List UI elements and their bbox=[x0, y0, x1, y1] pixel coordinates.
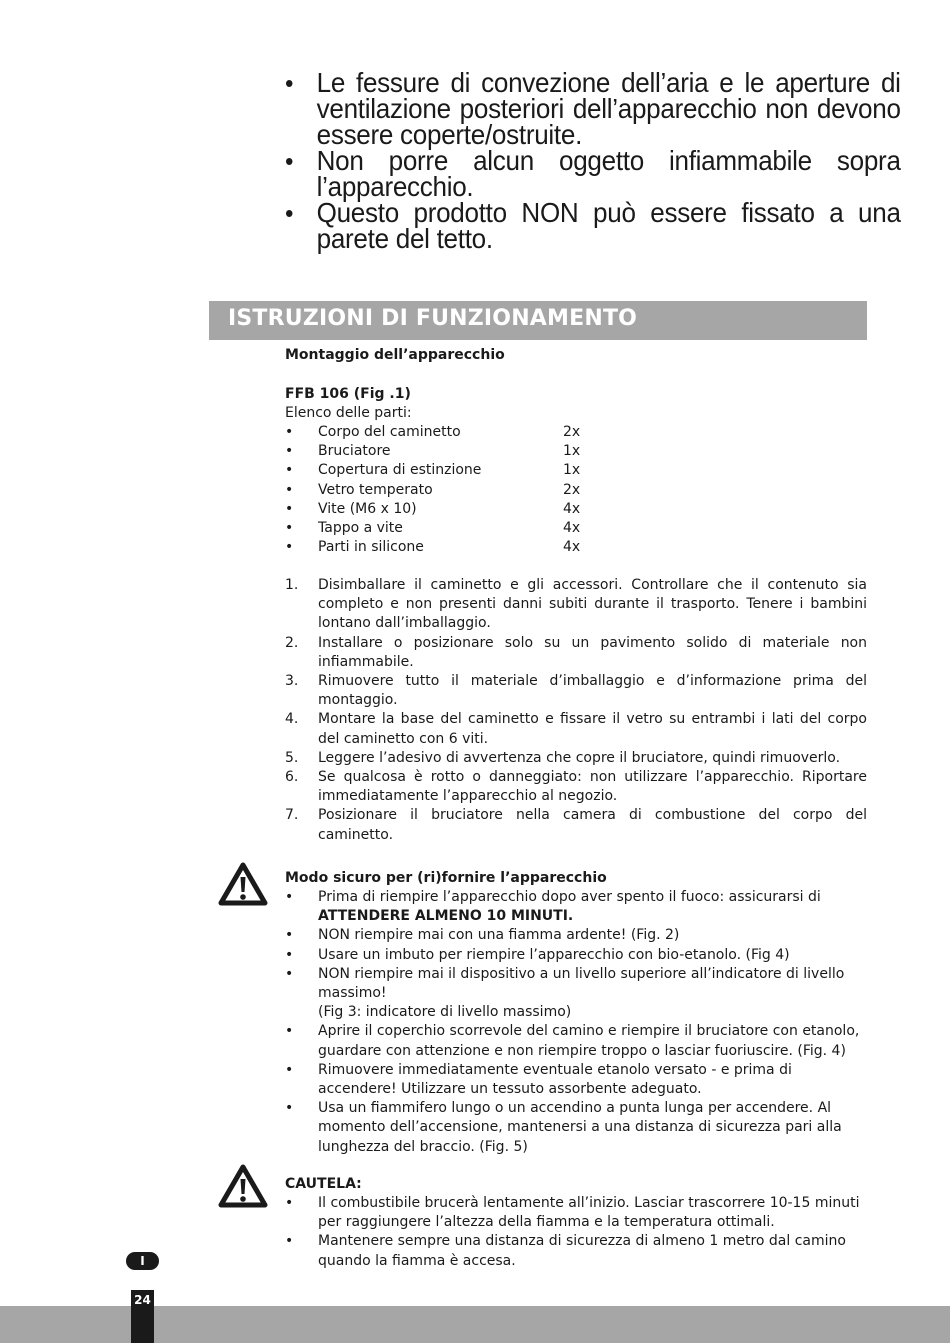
caution-item bbox=[285, 1232, 867, 1270]
refill-heading: Modo sicuro per (ri)fornire l’apparecchio bbox=[285, 870, 607, 886]
refill-item bbox=[285, 946, 867, 965]
step-text: Se qualcosa è rotto o danneggiato: non utilizzare l’apparecchio. Riportare immediatamente l’apparecchio al negozio. bbox=[318, 769, 867, 805]
step-text: Disimballare il caminetto e gli accessori. Controllare che il contenuto sia completo e non presenti danni subiti durante il trasporto. Tenere i bambini lontano dall’imballaggio. bbox=[318, 577, 867, 632]
bullet-icon: • bbox=[285, 519, 294, 536]
bullet-icon: • bbox=[285, 965, 294, 982]
intro-bullet-text: Non porre alcun oggetto infiammabile sopra l’apparecchio. bbox=[316, 145, 901, 202]
step-number: 5. bbox=[285, 749, 299, 766]
refill-item-text: Usa un fiammifero lungo o un accendino a punta lunga per accendere. Al momento dell’accensione, mantenersi a una distanza di sicurezza pari alla lunghezza del braccio. (Fig. 5) bbox=[318, 1100, 842, 1155]
part-name: Copertura di estinzione bbox=[318, 462, 482, 479]
refill-item-text: Prima di riempire l’apparecchio dopo aver spento il fuoco: assicurarsi di bbox=[318, 889, 821, 905]
bullet-icon: • bbox=[285, 1233, 294, 1250]
step-number: 1. bbox=[285, 577, 299, 593]
bullet-icon: • bbox=[285, 927, 294, 944]
part-row bbox=[285, 461, 605, 480]
intro-bullet-text: Questo prodotto NON può essere fissato a una parete del tetto. bbox=[316, 197, 901, 254]
refill-item bbox=[285, 1022, 867, 1060]
part-qty: 4x bbox=[563, 500, 581, 517]
part-row bbox=[285, 500, 605, 519]
bullet-icon: • bbox=[285, 146, 294, 176]
part-row bbox=[285, 538, 605, 557]
bullet-icon: • bbox=[285, 500, 294, 517]
bullet-icon: • bbox=[285, 1061, 294, 1078]
step-number: 4. bbox=[285, 711, 299, 728]
intro-bullet bbox=[285, 197, 901, 254]
part-name: Parti in silicone bbox=[318, 539, 424, 556]
step-number: 6. bbox=[285, 769, 299, 786]
parts-label: Elenco delle parti: bbox=[285, 405, 412, 421]
part-row bbox=[285, 442, 605, 461]
refill-item bbox=[285, 926, 867, 945]
bullet-icon: • bbox=[285, 1100, 294, 1117]
caution-heading: CAUTELA: bbox=[285, 1176, 362, 1192]
bullet-icon: • bbox=[285, 443, 294, 460]
page-number: 24 bbox=[134, 1293, 151, 1307]
caution-item-text: Il combustibile brucerà lentamente all’inizio. Lasciar trascorrere 10-15 minuti per raggiungere l’altezza della fiamma e la temperatura ottimali. bbox=[318, 1195, 860, 1231]
part-qty: 1x bbox=[563, 443, 581, 460]
step-item bbox=[285, 672, 867, 710]
bullet-icon: • bbox=[285, 481, 294, 498]
bullet-icon: • bbox=[285, 198, 294, 228]
refill-item bbox=[285, 1099, 867, 1157]
refill-item bbox=[285, 888, 867, 926]
part-row bbox=[285, 423, 605, 442]
bullet-icon: • bbox=[285, 1023, 294, 1040]
step-text: Leggere l’adesivo di avvertenza che copre il bruciatore, quindi rimuoverlo. bbox=[318, 749, 841, 766]
part-name: Bruciatore bbox=[318, 443, 391, 460]
step-number: 3. bbox=[285, 673, 299, 690]
part-qty: 1x bbox=[563, 462, 581, 479]
warning-triangle-icon bbox=[218, 862, 268, 906]
assembly-heading: Montaggio dell’apparecchio bbox=[285, 347, 505, 363]
step-item bbox=[285, 768, 867, 806]
refill-item bbox=[285, 965, 867, 1023]
bullet-icon: • bbox=[285, 946, 294, 963]
part-qty: 2x bbox=[563, 424, 581, 440]
step-number: 2. bbox=[285, 634, 299, 651]
intro-bullet-text: Le fessure di convezione dell’aria e le aperture di ventilazione posteriori dell’apparecchio non devono essere coperte/ostruite. bbox=[316, 67, 901, 150]
model-label: FFB 106 (Fig .1) bbox=[285, 386, 411, 402]
caution-list bbox=[285, 1194, 867, 1271]
step-number: 7. bbox=[285, 807, 299, 824]
section-title: ISTRUZIONI DI FUNZIONAMENTO bbox=[228, 306, 638, 331]
intro-bullet bbox=[285, 67, 901, 150]
step-item bbox=[285, 634, 867, 672]
parts-list bbox=[285, 423, 605, 557]
step-text: Rimuovere tutto il materiale d’imballaggio e d’informazione prima del montaggio. bbox=[318, 673, 867, 709]
bullet-icon: • bbox=[285, 539, 294, 556]
part-qty: 2x bbox=[563, 481, 581, 498]
refill-list bbox=[285, 888, 867, 1157]
step-text: Montare la base del caminetto e fissare il vetro su entrambi i lati del corpo del caminetto con 6 viti. bbox=[318, 711, 867, 747]
bullet-icon: • bbox=[285, 68, 294, 98]
part-row bbox=[285, 481, 605, 500]
part-name: Tappo a vite bbox=[318, 519, 403, 536]
part-name: Vite (M6 x 10) bbox=[318, 500, 417, 517]
refill-item-emphasis: ATTENDERE ALMENO 10 MINUTI. bbox=[318, 908, 574, 925]
section-header bbox=[209, 301, 867, 340]
refill-item bbox=[285, 1061, 867, 1099]
part-name: Vetro temperato bbox=[318, 481, 433, 498]
step-item bbox=[285, 806, 867, 844]
refill-item-text: Usare un imbuto per riempire l’apparecchio con bio-etanolo. (Fig 4) bbox=[318, 946, 790, 963]
part-name: Corpo del caminetto bbox=[318, 424, 461, 440]
step-text: Posizionare il bruciatore nella camera di combustione del corpo del caminetto. bbox=[318, 807, 867, 843]
caution-item-text: Mantenere sempre una distanza di sicurezza di almeno 1 metro dal camino quando la fiamma è accesa. bbox=[318, 1233, 846, 1269]
warning-triangle-icon bbox=[218, 1164, 268, 1208]
caution-item bbox=[285, 1194, 867, 1232]
refill-item-note: (Fig 3: indicatore di livello massimo) bbox=[318, 1004, 572, 1021]
intro-bullet bbox=[285, 145, 901, 202]
bullet-icon: • bbox=[285, 462, 294, 479]
refill-item-text: NON riempire mai con una fiamma ardente! (Fig. 2) bbox=[318, 927, 680, 944]
refill-item-text: Rimuovere immediatamente eventuale etanolo versato - e prima di accendere! Utilizzare un tessuto assorbente adeguato. bbox=[318, 1061, 792, 1098]
part-row bbox=[285, 519, 605, 538]
refill-item-text: NON riempire mai il dispositivo a un livello superiore all’indicatore di livello massimo! bbox=[318, 965, 845, 1002]
refill-item-text: Aprire il coperchio scorrevole del camino e riempire il bruciatore con etanolo, guardare con attenzione e non riempire troppo o lasciar fuoriuscire. (Fig. 4) bbox=[318, 1023, 860, 1059]
step-text: Installare o posizionare solo su un pavimento solido di materiale non infiammabile. bbox=[318, 634, 867, 670]
bullet-icon: • bbox=[285, 424, 294, 440]
step-item bbox=[285, 576, 867, 634]
language-badge: I bbox=[126, 1252, 159, 1270]
assembly-steps bbox=[285, 576, 867, 845]
step-item bbox=[285, 710, 867, 748]
intro-bullet-list bbox=[285, 67, 901, 254]
part-qty: 4x bbox=[563, 519, 581, 536]
bullet-icon: • bbox=[285, 889, 294, 905]
bullet-icon: • bbox=[285, 1195, 294, 1211]
step-item bbox=[285, 749, 867, 768]
part-qty: 4x bbox=[563, 539, 581, 556]
page-number-box bbox=[131, 1290, 154, 1343]
